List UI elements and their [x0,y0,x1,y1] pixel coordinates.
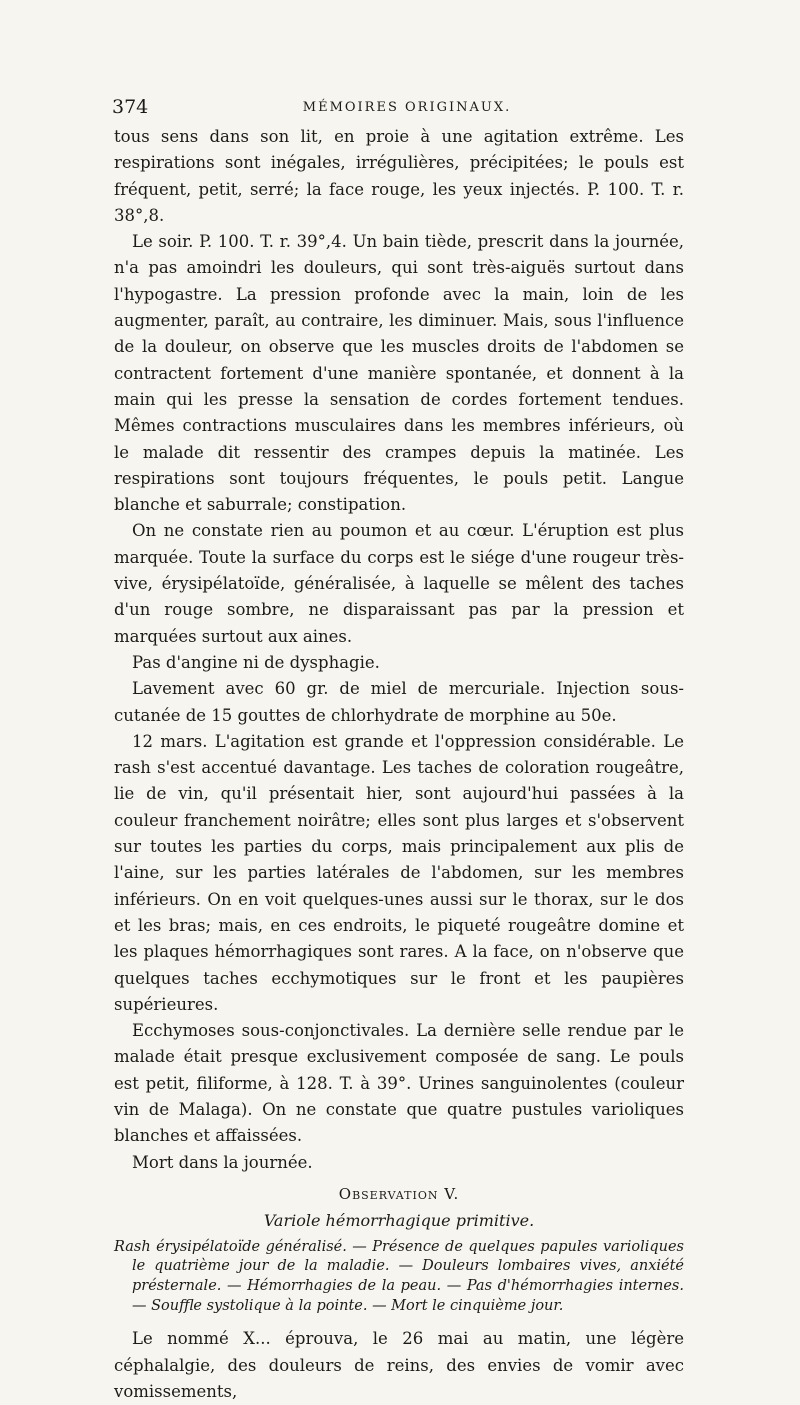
paragraph-exam: On ne constate rien au poumon et au cœur. L'éruption est plus marquée. Toute la surface du corps est le siége d'une rougeur très-vive, érysipélatoïde, généralisée, à laquelle se mêlent des taches d'un rouge sombre, ne disparaissant pas par la pression et marquées surtout aux aines. [114,521,684,646]
paragraph-treatment: Lavement avec 60 gr. de miel de mercuriale. Injection sous-cutanée de 15 gouttes de chlorhydrate de morphine au 50e. [114,679,684,725]
observation-summary: Rash érysipélatoïde généralisé. — Présence de quelques papules varioliques le quatrième jour de la maladie. — Douleurs lombaires vives, anxiété présternale. — Hémorrhagies de la peau. — Pas d'hémorrhagies internes. — Souffle systolique à la pointe. — Mort le cinquième jour. [114,1238,684,1314]
page-body [114,124,684,1405]
paragraph-ecchymoses: Ecchymoses sous-conjonctivales. La dernière selle rendue par le malade était presque exclusivement composée de sang. Le pouls est petit, filiforme, à 128. T. à 39°. Urines sanguinolentes (couleur vin de Malaga). On ne constate que quatre pustules varioliques blanches et affaissées. [114,1021,684,1146]
observation-title: Observation V. [338,1184,460,1203]
observation-opening: Le nommé X... éprouva, le 26 mai au matin, une légère céphalalgie, des douleurs de reins, des envies de vomir avec vomissements, [114,1329,684,1401]
page-header [112,96,702,126]
page-number: 374 [112,96,149,118]
running-head: MÉMOIRES ORIGINAUX. [302,100,512,115]
paragraph-death: Mort dans la journée. [132,1152,313,1172]
paragraph-march-12: 12 mars. L'agitation est grande et l'oppression considérable. Le rash s'est accentué davantage. Les taches de coloration rougeâtre, lie de vin, qu'il présentait hier, sont aujourd'hui passées à la couleur franchement noirâtre; elles sont plus larges et s'observent sur toutes les parties du corps, mais principalement aux plis de l'aine, sur les parties latérales de l'abdomen, sur les membres inférieurs. On en voit quelques-unes aussi sur le thorax, sur le dos et les bras; mais, en ces endroits, le piqueté rougeâtre domine et les plaques hémorrhagiques sont rares. A la face, on n'observe que quelques taches ecchymotiques sur le front et les paupières supérieures. [114,731,684,1014]
paragraph-continuation: tous sens dans son lit, en proie à une agitation extrême. Les respirations sont inégales, irrégulières, précipitées; le pouls est fréquent, petit, serré; la face rouge, les yeux injectés. P. 100. T. r. 38°,8. [114,127,684,225]
observation-subtitle: Variole hémorrhagique primitive. [263,1210,535,1230]
paragraph-angina: Pas d'angine ni de dysphagie. [132,652,380,672]
paragraph-evening: Le soir. P. 100. T. r. 39°,4. Un bain tiède, prescrit dans la journée, n'a pas amoindri les douleurs, qui sont très-aiguës surtout dans l'hypogastre. La pression profonde avec la main, loin de les augmenter, paraît, au contraire, les diminuer. Mais, sous l'influence de la douleur, on observe que les muscles droits de l'abdomen se contractent fortement d'une manière spontanée, et donnent à la main qui les presse la sensation de cordes fortement tendues. Mêmes contractions musculaires dans les membres inférieurs, où le malade dit ressentir des crampes depuis la matinée. Les respirations sont toujours fréquentes, le pouls petit. Langue blanche et saburrale; constipation. [114,232,684,515]
